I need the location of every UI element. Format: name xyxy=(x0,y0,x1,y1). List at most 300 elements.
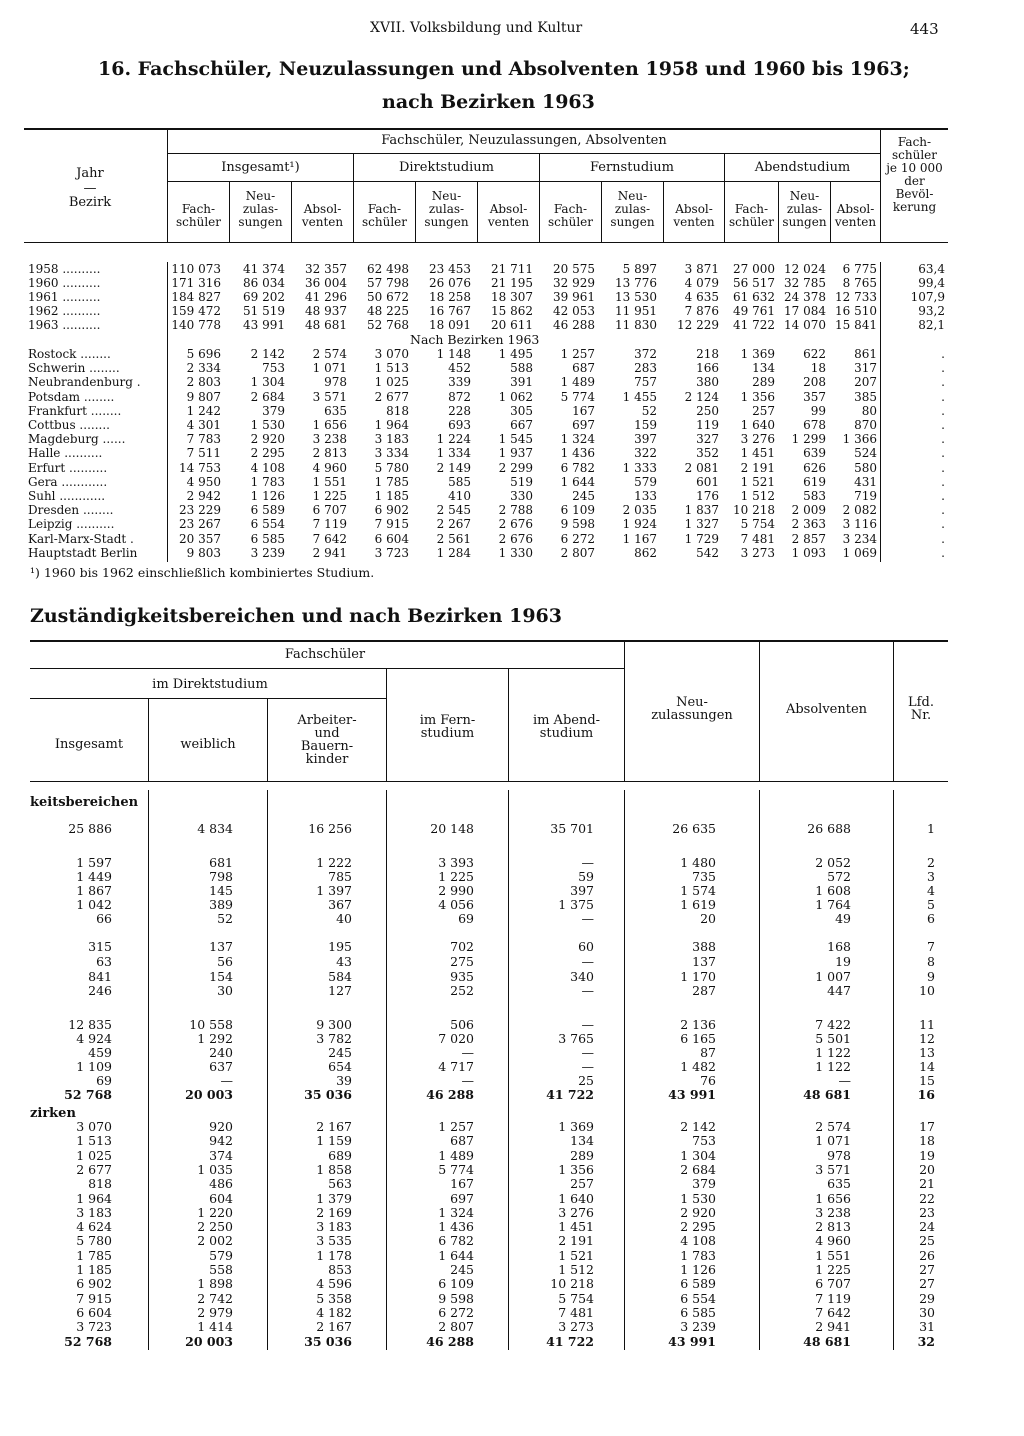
row-label: Karl-Marx-Stadt . xyxy=(28,531,134,546)
table-row xyxy=(0,1249,1024,1263)
table-cell: 853 xyxy=(328,1262,352,1277)
table-cell: 1 436 xyxy=(438,1219,474,1235)
table-cell: 166 xyxy=(696,361,719,376)
row-number: 4 xyxy=(927,883,935,898)
table-cell: 23 453 xyxy=(429,262,471,276)
table-cell: 69 202 xyxy=(243,290,285,304)
chapter-header: XVII. Volksbildung und Kultur xyxy=(370,20,583,36)
row-label: Gera ............ xyxy=(28,474,108,489)
group-insgesamt: Insgesamt¹) xyxy=(221,160,300,175)
h-neuzulassungen: Neu- zulassungen xyxy=(651,695,733,723)
bezirk-row xyxy=(0,532,1024,546)
table-cell: 397 xyxy=(634,432,657,447)
table-cell: . xyxy=(941,474,945,489)
table-cell: 506 xyxy=(450,1017,474,1032)
year-row xyxy=(0,304,1024,318)
table-cell: 626 xyxy=(803,460,826,475)
table-cell: 4 950 xyxy=(186,474,221,489)
table-cell: 2 574 xyxy=(312,347,347,361)
table-cell: 6 604 xyxy=(374,531,409,546)
table-cell: 3 183 xyxy=(76,1204,112,1220)
table-cell: 184 827 xyxy=(171,290,221,304)
table-cell: 1 837 xyxy=(684,503,719,518)
col-neuzulassungen: Neu- zulas- sungen xyxy=(610,189,655,229)
row-label: Hauptstadt Berlin xyxy=(28,545,138,560)
table-cell: 46 288 xyxy=(426,1333,474,1349)
table-cell: 1 299 xyxy=(791,432,826,447)
row-number: 13 xyxy=(919,1045,935,1060)
table-cell: 42 053 xyxy=(553,304,595,318)
table-cell: 10 218 xyxy=(550,1276,594,1292)
table-cell: 1 729 xyxy=(684,531,719,546)
table-cell: 357 xyxy=(803,389,826,404)
table-cell: 4 108 xyxy=(680,1233,716,1249)
table-row xyxy=(0,1149,1024,1163)
row-label: Frankfurt ........ xyxy=(28,403,122,418)
table-cell: 1 035 xyxy=(197,1161,233,1177)
table-cell: 110 073 xyxy=(171,262,221,276)
table-cell: 322 xyxy=(634,446,657,461)
table-cell: 2 857 xyxy=(791,531,826,546)
table-cell: 26 688 xyxy=(807,821,851,836)
table-cell: 176 xyxy=(696,489,719,503)
table-cell: 6 554 xyxy=(250,517,285,532)
table-cell: 7 876 xyxy=(684,304,719,318)
table-cell: 1 924 xyxy=(622,517,657,532)
table-cell: 39 961 xyxy=(553,290,595,304)
table-row xyxy=(0,970,1024,984)
table-cell: 2 334 xyxy=(186,361,221,376)
table-cell: 861 xyxy=(854,347,877,361)
table-cell: 689 xyxy=(328,1147,352,1163)
table-cell: 43 991 xyxy=(668,1087,716,1102)
table-cell: 1 071 xyxy=(815,1133,851,1149)
table-cell: 1 489 xyxy=(560,375,595,390)
h-arbeiter-bauernkinder: Arbeiter- und Bauern- kinder xyxy=(297,713,357,767)
table-cell: 2 676 xyxy=(498,531,533,546)
rule xyxy=(168,181,880,182)
table-cell: 2 942 xyxy=(186,489,221,503)
table-cell: 2 002 xyxy=(197,1233,233,1249)
table-cell: 410 xyxy=(448,489,471,503)
table-row xyxy=(0,1120,1024,1134)
table-cell: 3 238 xyxy=(312,432,347,447)
table-cell: 6 707 xyxy=(815,1276,851,1292)
table-cell: . xyxy=(941,489,945,503)
table-cell: 2 684 xyxy=(680,1161,716,1177)
table-cell: 1 185 xyxy=(76,1262,112,1277)
table-cell: 3 116 xyxy=(842,517,877,532)
table-cell: 18 307 xyxy=(491,290,533,304)
row-number: 19 xyxy=(919,1147,935,1163)
table-cell: 367 xyxy=(328,897,352,912)
table-cell: 1 451 xyxy=(558,1219,594,1235)
table-cell: 2 167 xyxy=(316,1119,352,1134)
table-cell: 35 036 xyxy=(304,1087,352,1102)
table-cell: 245 xyxy=(450,1262,474,1277)
table-cell: 13 776 xyxy=(615,276,657,290)
table-cell: 3 276 xyxy=(558,1204,594,1220)
table-cell: 1 225 xyxy=(815,1262,851,1277)
table-cell: 289 xyxy=(752,375,775,390)
row-label: Halle .......... xyxy=(28,446,103,461)
table-cell: 14 753 xyxy=(179,460,221,475)
table-cell: 1 937 xyxy=(498,446,533,461)
section-zustaendigkeitsbereiche: keitsbereichen xyxy=(30,795,139,810)
group-abend: Abendstudium xyxy=(754,160,851,175)
table-cell: 2 191 xyxy=(740,460,775,475)
table-cell: 2 677 xyxy=(374,389,409,404)
row-number: 8 xyxy=(927,954,935,969)
table-cell: 588 xyxy=(510,361,533,376)
table-cell: 1 455 xyxy=(622,389,657,404)
row-number: 11 xyxy=(919,1017,935,1032)
bezirk-row xyxy=(0,432,1024,446)
table-cell: 127 xyxy=(328,983,352,998)
table-cell: 1 330 xyxy=(498,545,533,560)
table-row xyxy=(0,1046,1024,1060)
table-cell: . xyxy=(941,531,945,546)
table-cell: 11 830 xyxy=(615,318,657,332)
h-fernstudium: im Fern- studium xyxy=(419,713,476,741)
row-label: Cottbus ........ xyxy=(28,418,110,432)
table-cell: 1 025 xyxy=(76,1147,112,1163)
table-cell: . xyxy=(941,418,945,432)
table-cell: 1 449 xyxy=(76,869,112,884)
h-insgesamt: Insgesamt xyxy=(54,737,124,752)
table-cell: 389 xyxy=(209,897,233,912)
table-cell: 1 333 xyxy=(622,460,657,475)
table-cell: 154 xyxy=(209,969,233,984)
table-row xyxy=(0,1234,1024,1248)
table-row xyxy=(0,1320,1024,1334)
table-cell: 2 124 xyxy=(684,389,719,404)
table-cell: 283 xyxy=(634,361,657,376)
table-cell: 1 122 xyxy=(815,1045,851,1060)
table-cell: 7 481 xyxy=(740,531,775,546)
col-absolventen: Absol- venten xyxy=(834,202,877,229)
bezirk-row xyxy=(0,503,1024,517)
table-cell: 6 589 xyxy=(680,1276,716,1292)
table-cell: . xyxy=(941,403,945,418)
table-cell: 9 807 xyxy=(186,389,221,404)
stub-dash: — xyxy=(83,181,97,196)
table-cell: 6 165 xyxy=(680,1031,716,1046)
group-direkt: Direktstudium xyxy=(398,160,495,175)
row-label: Erfurt .......... xyxy=(28,460,108,475)
col-fachschueler: Fach- schüler xyxy=(361,202,407,229)
row-number: 20 xyxy=(919,1161,935,1177)
table-cell: 1 025 xyxy=(374,375,409,390)
bezirk-row xyxy=(0,517,1024,531)
table-cell: 327 xyxy=(696,432,719,447)
row-number: 12 xyxy=(919,1031,935,1046)
table-cell: 1 512 xyxy=(740,489,775,503)
table-cell: — xyxy=(581,911,594,926)
table-cell: 637 xyxy=(209,1059,233,1074)
table-cell: 1 257 xyxy=(560,347,595,361)
table-cell: 1 225 xyxy=(438,869,474,884)
table-cell: 62 498 xyxy=(367,262,409,276)
table-cell: 3 782 xyxy=(316,1031,352,1046)
rule xyxy=(24,128,948,130)
table-cell: 2 295 xyxy=(250,446,285,461)
table-cell: 18 xyxy=(810,361,826,376)
bezirk-row xyxy=(0,475,1024,489)
table-cell: 20 357 xyxy=(179,531,221,546)
table-cell: 1 324 xyxy=(438,1204,474,1220)
group-fern: Fernstudium xyxy=(589,160,675,175)
table-cell: 6 272 xyxy=(438,1304,474,1320)
table-cell: 48 681 xyxy=(305,318,347,332)
table-cell: 2 082 xyxy=(842,503,877,518)
table-cell: 2 191 xyxy=(558,1233,594,1249)
table-cell: 681 xyxy=(209,855,233,870)
row-number: 9 xyxy=(927,969,935,984)
table-row xyxy=(0,1018,1024,1032)
table-cell: 753 xyxy=(692,1133,716,1149)
table-row xyxy=(0,940,1024,954)
col-fachschueler: Fach- schüler xyxy=(728,202,774,229)
row-number: 22 xyxy=(919,1190,935,1206)
table-cell: 49 xyxy=(835,911,851,926)
table-cell: 572 xyxy=(827,869,851,884)
table-cell: 3 273 xyxy=(558,1319,594,1335)
table-cell: 240 xyxy=(209,1045,233,1060)
section-nach-bezirken: Nach Bezirken 1963 xyxy=(410,332,540,347)
table-cell: 1 480 xyxy=(680,855,716,870)
table-cell: 388 xyxy=(692,939,716,954)
table-cell: 2 676 xyxy=(498,517,533,532)
table-cell: 1 178 xyxy=(316,1247,352,1263)
table-cell: 63 xyxy=(96,954,112,969)
table-cell: 2 788 xyxy=(498,503,533,518)
table-cell: 583 xyxy=(803,489,826,503)
table-cell: 7 422 xyxy=(815,1017,851,1032)
table-cell: 48 681 xyxy=(803,1087,851,1102)
table-cell: — xyxy=(838,1073,851,1088)
table-cell: 687 xyxy=(450,1133,474,1149)
table-cell: 1 898 xyxy=(197,1276,233,1292)
table-cell: 16 767 xyxy=(429,304,471,318)
table-cell: 63,4 xyxy=(918,262,945,276)
table-cell: 1 512 xyxy=(558,1262,594,1277)
table-cell: 1 451 xyxy=(740,446,775,461)
table-cell: 3 334 xyxy=(374,446,409,461)
table-cell: 133 xyxy=(634,489,657,503)
table-cell: 6 272 xyxy=(560,531,595,546)
table-cell: 167 xyxy=(572,403,595,418)
h-absolventen: Absolventen xyxy=(785,702,868,717)
table-cell: 207 xyxy=(854,375,877,390)
table-cell: 1 375 xyxy=(558,897,594,912)
table-cell: 1 964 xyxy=(374,418,409,432)
table-cell: 43 xyxy=(336,954,352,969)
table-cell: 8 765 xyxy=(842,276,877,290)
table-cell: 1 284 xyxy=(436,545,471,560)
table-cell: 3 239 xyxy=(250,545,285,560)
table-cell: 1 482 xyxy=(680,1059,716,1074)
rule xyxy=(30,668,624,669)
table-cell: 1 167 xyxy=(622,531,657,546)
table-cell: . xyxy=(941,375,945,390)
table-cell: 942 xyxy=(209,1133,233,1149)
table-cell: 3 723 xyxy=(374,545,409,560)
table-cell: 619 xyxy=(803,474,826,489)
row-number: 14 xyxy=(919,1059,935,1074)
table-cell: 16 256 xyxy=(308,821,352,836)
table-cell: 2 169 xyxy=(316,1204,352,1220)
table-cell: 7 642 xyxy=(312,531,347,546)
bezirk-row xyxy=(0,375,1024,389)
table-cell: 6 902 xyxy=(374,503,409,518)
table-cell: 7 481 xyxy=(558,1304,594,1320)
table-cell: 76 xyxy=(700,1073,716,1088)
table-row xyxy=(0,955,1024,969)
bezirk-row xyxy=(0,418,1024,432)
table-cell: 4 834 xyxy=(197,821,233,836)
rule xyxy=(168,153,880,154)
table-row xyxy=(0,1088,1024,1102)
table-cell: 2 807 xyxy=(560,545,595,560)
table-cell: 862 xyxy=(634,545,657,560)
table-cell: 693 xyxy=(448,418,471,432)
stub-jahr: Jahr xyxy=(76,166,104,181)
table-cell: 1 327 xyxy=(684,517,719,532)
bezirk-row xyxy=(0,390,1024,404)
table-cell: 2 267 xyxy=(436,517,471,532)
table-cell: 1 521 xyxy=(740,474,775,489)
table-cell: 2 574 xyxy=(815,1119,851,1134)
page-number: 443 xyxy=(910,20,939,38)
year-row xyxy=(0,262,1024,276)
table-row xyxy=(0,1220,1024,1234)
table-cell: 379 xyxy=(262,403,285,418)
table-cell: 69 xyxy=(458,911,474,926)
table-cell: 52 768 xyxy=(367,318,409,332)
table-cell: 6 902 xyxy=(76,1276,112,1292)
table-cell: 1 574 xyxy=(680,883,716,898)
table-cell: 3 871 xyxy=(684,262,719,276)
table-cell: 1 071 xyxy=(312,361,347,376)
table-cell: 2 979 xyxy=(197,1304,233,1320)
table-cell: 7 642 xyxy=(815,1304,851,1320)
per-10000-header: Fach- schüler je 10 000 der Bevöl- kerung xyxy=(886,135,943,214)
table-cell: 1 764 xyxy=(815,897,851,912)
table-row xyxy=(0,898,1024,912)
row-number: 30 xyxy=(919,1304,935,1320)
table-cell: 1 858 xyxy=(316,1161,352,1177)
table-cell: 3 070 xyxy=(374,347,409,361)
table-cell: 3 723 xyxy=(76,1319,112,1335)
table-cell: 935 xyxy=(450,969,474,984)
table-cell: 257 xyxy=(570,1176,594,1192)
table-cell: 6 554 xyxy=(680,1290,716,1306)
table-cell: 23 229 xyxy=(179,503,221,518)
table-cell: 2 035 xyxy=(622,503,657,518)
table-cell: 35 701 xyxy=(550,821,594,836)
table-cell: 7 020 xyxy=(438,1031,474,1046)
table-cell: — xyxy=(461,1045,474,1060)
table-cell: 6 775 xyxy=(842,262,877,276)
table-cell: 2 807 xyxy=(438,1319,474,1335)
row-number: 31 xyxy=(919,1319,935,1335)
table-cell: 32 929 xyxy=(553,276,595,290)
table-cell: 585 xyxy=(448,474,471,489)
row-number: 15 xyxy=(919,1073,935,1088)
table-cell: 2 081 xyxy=(684,460,719,475)
table-cell: 6 585 xyxy=(250,531,285,546)
table-cell: 99 xyxy=(810,403,826,418)
table-cell: . xyxy=(941,460,945,475)
table-cell: 604 xyxy=(209,1190,233,1206)
table-cell: 48 225 xyxy=(367,304,409,318)
table-cell: 2 142 xyxy=(680,1119,716,1134)
table-cell: 391 xyxy=(510,375,533,390)
table-cell: 1 148 xyxy=(436,347,471,361)
table-cell: . xyxy=(941,361,945,376)
table-row xyxy=(0,984,1024,998)
table-cell: 2 299 xyxy=(498,460,533,475)
table-cell: 245 xyxy=(328,1045,352,1060)
table-cell: 32 357 xyxy=(305,262,347,276)
table-cell: 2 803 xyxy=(186,375,221,390)
table-cell: 1 545 xyxy=(498,432,533,447)
row-number: 7 xyxy=(927,939,935,954)
table-cell: 1 530 xyxy=(680,1190,716,1206)
bezirk-row xyxy=(0,347,1024,361)
table-cell: 159 472 xyxy=(171,304,221,318)
table-cell: 19 xyxy=(835,954,851,969)
table-cell: — xyxy=(581,954,594,969)
table-cell: 2 009 xyxy=(791,503,826,518)
table-cell: 40 xyxy=(336,911,352,926)
year-row xyxy=(0,290,1024,304)
row-number: 10 xyxy=(919,983,935,998)
bezirk-row xyxy=(0,446,1024,460)
row-label: Schwerin ........ xyxy=(28,361,120,376)
table-cell: 3 276 xyxy=(740,432,775,447)
table-cell: 11 951 xyxy=(615,304,657,318)
table-cell: 397 xyxy=(570,883,594,898)
table-cell: 46 288 xyxy=(426,1087,474,1102)
table-cell: 339 xyxy=(448,375,471,390)
table-cell: . xyxy=(941,389,945,404)
table-cell: 41 722 xyxy=(546,1087,594,1102)
table-cell: 667 xyxy=(510,418,533,432)
table-cell: 51 519 xyxy=(243,304,285,318)
row-number: 1 xyxy=(927,821,935,836)
table-cell: 1 608 xyxy=(815,883,851,898)
table-cell: 10 558 xyxy=(189,1017,233,1032)
table-cell: 7 119 xyxy=(312,517,347,532)
table-cell: 39 xyxy=(336,1073,352,1088)
table-cell: 99,4 xyxy=(918,276,945,290)
table-cell: — xyxy=(581,983,594,998)
table-cell: 6 604 xyxy=(76,1304,112,1320)
table-cell: 2 941 xyxy=(312,545,347,560)
table-row xyxy=(0,1074,1024,1088)
table-cell: 687 xyxy=(572,361,595,376)
table-cell: 16 510 xyxy=(835,304,877,318)
table-cell: 818 xyxy=(386,403,409,418)
table-cell: 9 300 xyxy=(316,1017,352,1032)
row-number: 25 xyxy=(919,1233,935,1249)
table-row xyxy=(0,1292,1024,1306)
table-cell: 1 292 xyxy=(197,1031,233,1046)
table-row xyxy=(0,1032,1024,1046)
table-cell: 622 xyxy=(803,347,826,361)
